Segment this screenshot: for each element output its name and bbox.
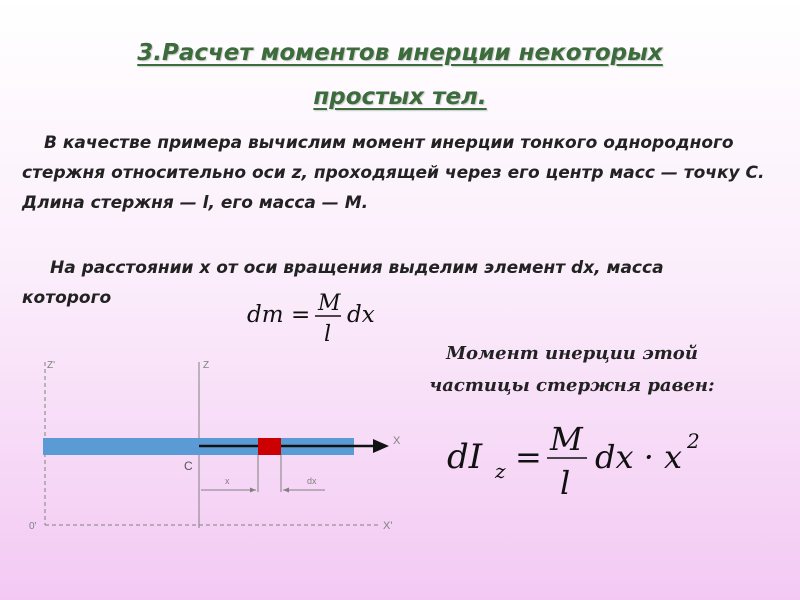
formula-dm-denominator: l (324, 322, 332, 347)
slide-title-line2: простых тел. (313, 84, 487, 110)
label-x-prime: X' (383, 520, 393, 532)
mass-element-dx (258, 438, 281, 455)
label-dx: dx (307, 476, 317, 486)
moment-caption (412, 338, 732, 402)
formula-di-exponent: 2 (687, 429, 700, 453)
formula-dm-eq: = (291, 302, 311, 328)
formula-di-numerator: M (550, 420, 583, 458)
moment-caption-line1: Момент инерции этой (446, 343, 698, 364)
label-x: X (393, 435, 401, 447)
label-z: Z (203, 360, 210, 371)
formula-di-eq: = (515, 438, 542, 476)
formula-dm-numerator: M (318, 291, 341, 316)
label-z-prime: Z' (47, 360, 56, 371)
moment-caption-line2: частицы стержня равен: (429, 375, 715, 396)
formula-di-tail: dx · x (595, 438, 683, 476)
label-x-distance: x (225, 476, 230, 486)
paragraph-element: На расстоянии x от оси вращения выделим элемент dx, масса которого (22, 258, 664, 308)
formula-di-subscript: z (495, 459, 506, 483)
formula-dm (245, 286, 395, 346)
formula-dm-lhs: dm (247, 302, 284, 328)
dx-dimension-arrowhead (283, 488, 289, 493)
slide-title-line1: 3.Расчет моментов инерции некоторых (137, 40, 663, 66)
formula-di-denominator: l (560, 464, 571, 502)
label-c: C (184, 459, 193, 473)
x-dimension-arrowhead (250, 488, 256, 493)
x-axis-arrowhead (373, 439, 389, 453)
formula-di (445, 418, 715, 508)
label-origin: 0' (29, 521, 37, 532)
paragraph-intro: В качестве примера вычислим момент инерции тонкого однородного стержня относительно оси z, проходящей через его центр масс — точку С. Длина стержня — l, его масса — М. (22, 133, 765, 213)
formula-dm-tail: dx (347, 302, 375, 328)
rod-diagram (25, 350, 401, 540)
formula-di-lhs: dI (447, 437, 483, 477)
